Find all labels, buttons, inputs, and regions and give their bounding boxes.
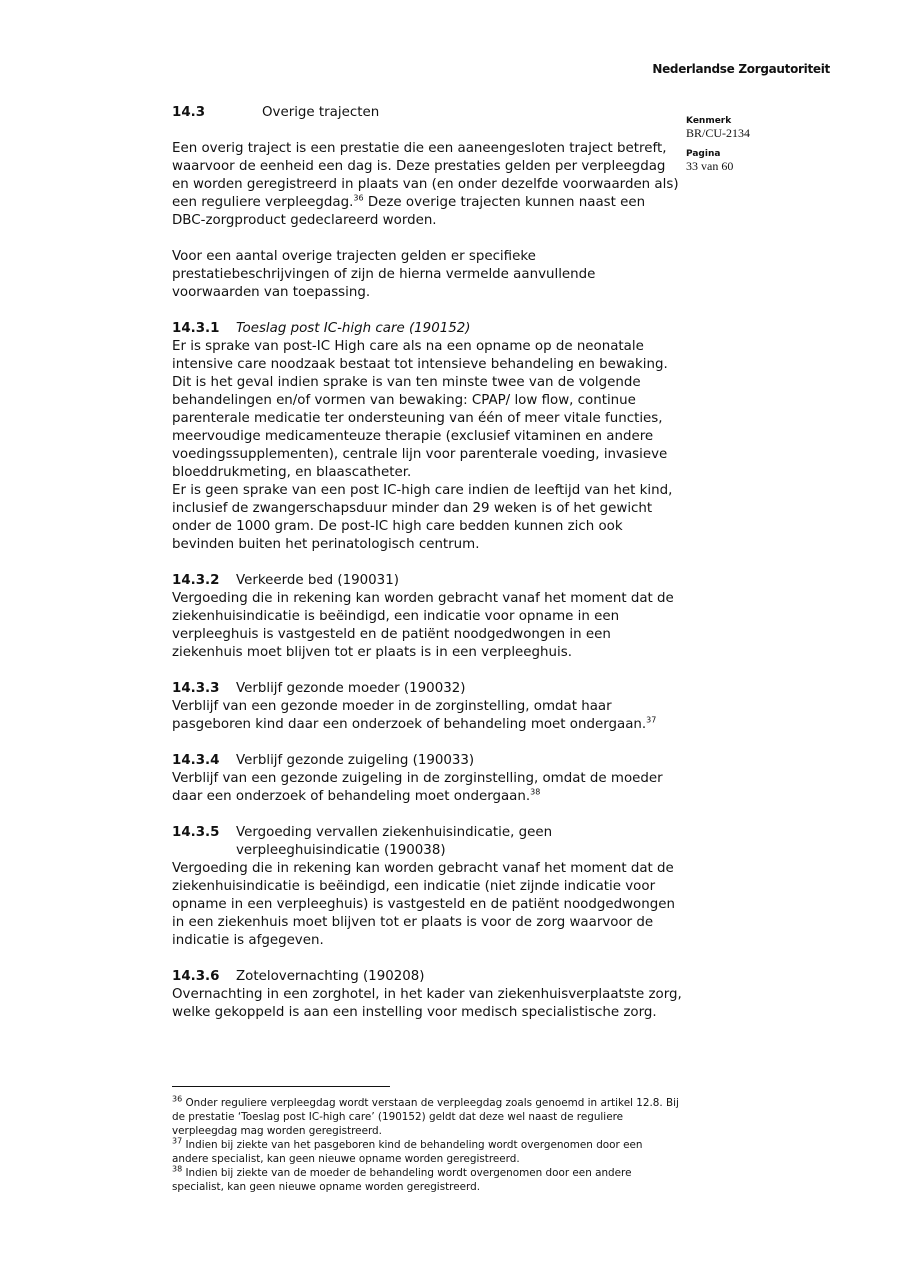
subsection-14-3-2 xyxy=(172,572,682,662)
footnote-ref-37[interactable]: 37 xyxy=(646,715,657,725)
subsection-body: Verblijf van een gezonde zuigeling in de zorginstelling, omdat de moeder daar een onderzoek of behandeling moet ondergaan. xyxy=(172,771,663,804)
subsection-title: Zotelovernachting (190208) xyxy=(236,969,425,984)
footnote-divider xyxy=(172,1086,390,1087)
subsection-number: 14.3.2 xyxy=(172,573,220,588)
subsection-body: Verblijf van een gezonde moeder in de zorginstelling, omdat haar pasgeboren kind daar een onderzoek of behandeling moet ondergaan. xyxy=(172,699,647,732)
intro-text-1: Een overig traject is een prestatie die een aaneengesloten traject betreft, waarvoor de eenheid een dag is. Deze prestaties gelden per verpleegdag en worden geregistreerd in plaats van (en onder dezelfde voorwaarden als) een reguliere verpleegdag. xyxy=(172,141,679,210)
section-title: Overige trajecten xyxy=(262,105,380,120)
footnote-text: Indien bij ziekte van de moeder de behandeling wordt overgenomen door een andere specialist, kan geen nieuwe opname worden geregistreerd. xyxy=(172,1167,632,1193)
organization-name: Nederlandse Zorgautoriteit xyxy=(652,62,830,76)
subsection-number: 14.3.5 xyxy=(172,825,220,840)
subsection-14-3-5 xyxy=(172,824,682,950)
subsection-body-2: Er is geen sprake van een post IC-high care indien de leeftijd van het kind, inclusief de zwangerschapsduur minder dan 29 weken is of het gewicht onder de 1000 gram. De post-IC high care bedden kunnen zich ook bevinden buiten het perinatologisch centrum. xyxy=(172,483,673,552)
subsection-number: 14.3.3 xyxy=(172,681,220,696)
section-number: 14.3 xyxy=(172,105,206,120)
footnote-text: Indien bij ziekte van het pasgeboren kind de behandeling wordt overgenomen door een andere specialist, kan geen nieuwe opname worden geregistreerd. xyxy=(172,1139,643,1165)
intro-paragraph-2: Voor een aantal overige trajecten gelden er specifieke prestatiebeschrijvingen of zijn de hierna vermelde aanvullende voorwaarden van toepassing. xyxy=(172,249,596,300)
footnote-36 xyxy=(172,1096,682,1138)
section-heading xyxy=(172,104,682,122)
main-content xyxy=(172,104,682,1040)
subsection-title: Toeslag post IC-high care (190152) xyxy=(236,321,471,336)
subsection-14-3-6 xyxy=(172,968,682,1022)
document-metadata xyxy=(686,115,836,182)
subsection-title: Vergoeding vervallen ziekenhuisindicatie, geen verpleeghuisindicatie (190038) xyxy=(236,825,553,858)
subsection-heading xyxy=(172,320,682,338)
pagina-label: Pagina xyxy=(686,149,721,159)
footnote-ref-38[interactable]: 38 xyxy=(530,787,541,797)
subsection-number: 14.3.1 xyxy=(172,321,220,336)
footnote-number: 36 xyxy=(172,1094,183,1104)
subsection-number: 14.3.4 xyxy=(172,753,220,768)
subsection-heading xyxy=(172,572,682,590)
footnote-ref-36[interactable]: 36 xyxy=(353,193,364,203)
subsection-14-3-4 xyxy=(172,752,682,806)
subsection-14-3-1 xyxy=(172,320,682,554)
footnote-number: 38 xyxy=(172,1164,183,1174)
subsection-14-3-3 xyxy=(172,680,682,734)
subsection-body-wrap xyxy=(172,698,682,734)
footnote-number: 37 xyxy=(172,1136,183,1146)
footnote-text: Onder reguliere verpleegdag wordt verstaan de verpleegdag zoals genoemd in artikel 12.8. Bij de prestatie ‘Toeslag post IC-high care’ (190152) geldt dat deze wel naast de reguliere verpleegdag mag worden geregistreerd. xyxy=(172,1097,679,1137)
subsection-heading xyxy=(172,824,682,860)
footnote-37 xyxy=(172,1138,682,1166)
subsection-body-wrap xyxy=(172,770,682,806)
kenmerk-value: BR/CU-2134 xyxy=(686,126,751,140)
kenmerk-label: Kenmerk xyxy=(686,116,732,126)
pagina-value: 33 van 60 xyxy=(686,159,734,173)
subsection-title: Verkeerde bed (190031) xyxy=(236,573,399,588)
footnote-38 xyxy=(172,1166,682,1194)
footnotes xyxy=(172,1096,682,1194)
intro-paragraph-1 xyxy=(172,140,682,230)
subsection-title: Verblijf gezonde moeder (190032) xyxy=(236,681,466,696)
subsection-body: Er is sprake van post-IC High care als na een opname op de neonatale intensive care noodzaak bestaat tot intensieve behandeling en bewaking. Dit is het geval indien sprake is van ten minste twee van de volgende behandelingen en/of vormen van bewaking: CPAP/ low flow, continue parenterale medicatie ter ondersteuning van één of meer vitale functies, meervoudige medicamenteuze therapie (exclusief vitaminen en andere voedingssupplementen), centrale lijn voor parenterale voeding, invasieve bloeddrukmeting, en blaascatheter. xyxy=(172,339,668,480)
subsection-heading xyxy=(172,968,682,986)
subsection-heading xyxy=(172,680,682,698)
subsection-body: Vergoeding die in rekening kan worden gebracht vanaf het moment dat de ziekenhuisindicatie is beëindigd, een indicatie voor opname in een verpleeghuis is vastgesteld en de patiënt noodgedwongen in een ziekenhuis moet blijven tot er plaats is in een verpleeghuis. xyxy=(172,591,674,660)
subsection-heading xyxy=(172,752,682,770)
subsection-number: 14.3.6 xyxy=(172,969,220,984)
subsection-title: Verblijf gezonde zuigeling (190033) xyxy=(236,753,475,768)
intro-text-1-tail: Deze overige trajecten kunnen naast een DBC-zorgproduct gedeclareerd worden. xyxy=(172,195,646,228)
subsection-body: Overnachting in een zorghotel, in het kader van ziekenhuisverplaatste zorg, welke gekoppeld is aan een instelling voor medisch specialistische zorg. xyxy=(172,987,682,1020)
subsection-body: Vergoeding die in rekening kan worden gebracht vanaf het moment dat de ziekenhuisindicatie is beëindigd, een indicatie (niet zijnde indicatie voor opname in een verpleeghuis) is vastgesteld en de patiënt noodgedwongen in een ziekenhuis moet blijven tot er plaats is voor de zorg waarvoor de indicatie is afgegeven. xyxy=(172,861,675,948)
